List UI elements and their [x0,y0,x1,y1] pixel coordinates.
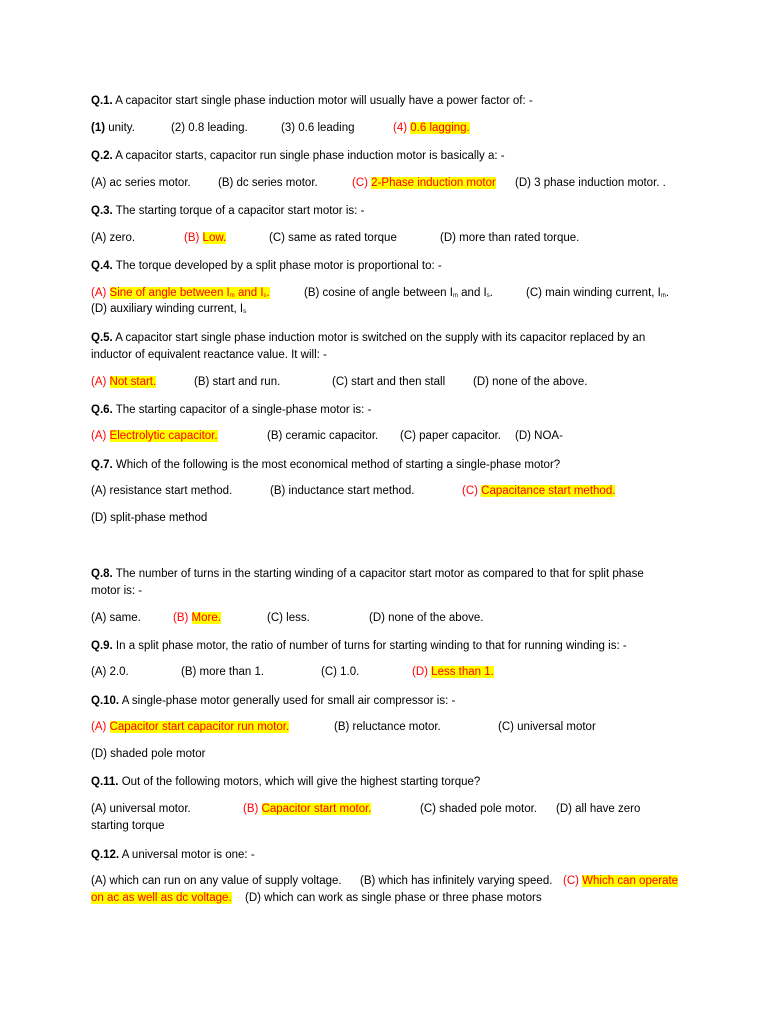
q7-option-a: (A) resistance start method. [91,485,233,497]
question-2: Q.2. A capacitor starts, capacitor run single phase induction motor is basically a: - [91,150,505,162]
q1-option-1: (1) unity. [91,122,135,134]
q6-option-c: (C) paper capacitor. [400,430,501,442]
q8-option-d: (D) none of the above. [369,612,484,624]
question-6: Q.6. The starting capacitor of a single-phase motor is: - [91,404,372,416]
q5-option-b: (B) start and run. [194,376,281,388]
question-5-line-2: inductor of equivalent reactance value. It will: - [91,349,327,361]
q11-option-c: (C) shaded pole motor. [420,803,537,815]
question-text: A capacitor start single phase induction motor will usually have a power factor of: - [112,95,533,107]
question-3: Q.3. The starting torque of a capacitor start motor is: - [91,205,365,217]
q5-option-c: (C) start and then stall [332,376,446,388]
q6-option-d: (D) NOA- [515,430,563,442]
q2-option-a: (A) ac series motor. [91,177,191,189]
q8-option-c: (C) less. [267,612,310,624]
q1-option-2: (2) 0.8 leading. [171,122,248,134]
q9-option-b: (B) more than 1. [181,666,265,678]
question-number: Q.1. [91,95,113,107]
question-8: Q.8. The number of turns in the starting winding of a capacitor start motor as compared to that for split phase [91,568,644,580]
q3-option-c: (C) same as rated torque [269,232,397,244]
question-9: Q.9. In a split phase motor, the ratio of number of turns for starting winding to that for running winding is: - [91,640,627,652]
q10-option-b: (B) reluctance motor. [334,721,441,733]
q11-option-d-line-2: starting torque [91,820,165,832]
question-7: Q.7. Which of the following is the most economical method of starting a single-phase motor? [91,459,561,471]
q1-option-4-answer: (4) 0.6 lagging. [393,122,470,134]
q3-option-b-answer: (B) Low. [184,232,227,244]
q12-option-a: (A) which can run on any value of supply voltage. [91,875,342,887]
q12-option-d: (D) which can work as single phase or three phase motors [245,892,542,904]
q2-option-b: (B) dc series motor. [218,177,318,189]
q12-option-c-line-2: on ac as well as dc voltage. [91,892,232,904]
q11-option-b-answer: (B) Capacitor start motor. [243,803,372,815]
q2-option-d: (D) 3 phase induction motor. . [515,177,666,189]
q4-option-d: (D) auxiliary winding current, $I_s$ [91,303,247,315]
q9-option-d-answer: (D) Less than 1. [412,666,494,678]
question-1 [91,94,533,108]
q7-option-d: (D) split-phase method [91,512,208,524]
q5-option-d: (D) none of the above. [473,376,588,388]
q9-option-c: (C) 1.0. [321,666,360,678]
q7-option-b: (B) inductance start method. [270,485,415,497]
q12-option-b: (B) which has infinitely varying speed. [360,875,553,887]
q12-option-c-answer: (C) Which can operate [563,875,679,887]
q6-option-a-answer: (A) Electrolytic capacitor. [91,430,218,442]
question-4: Q.4. The torque developed by a split phase motor is proportional to: - [91,260,442,272]
q10-option-c: (C) universal motor [498,721,596,733]
q7-option-c-answer: (C) Capacitance start method. [462,485,616,497]
q9-option-a: (A) 2.0. [91,666,129,678]
q5-option-a-answer: (A) Not start. [91,376,157,388]
q11-option-a: (A) universal motor. [91,803,191,815]
q2-option-c-answer: (C) 2-Phase induction motor [352,177,496,189]
q10-option-a-answer: (A) Capacitor start capacitor run motor. [91,721,290,733]
q11-option-d: (D) all have zero [556,803,641,815]
q6-option-b: (B) ceramic capacitor. [267,430,379,442]
q10-option-d: (D) shaded pole motor [91,748,206,760]
q4-option-b: (B) cosine of angle between $I_m$ and $I_s$. [304,287,493,299]
q3-option-a: (A) zero. [91,232,136,244]
q8-option-a: (A) same. [91,612,141,624]
question-12: Q.12. A universal motor is one: - [91,849,255,861]
q1-option-3: (3) 0.6 leading [281,122,355,134]
q4-option-c: (C) main winding current, $I_m$. [526,287,670,299]
q4-option-a-answer: (A) Sine of angle between $I_m$ and $I_s$. [91,287,270,299]
question-11: Q.11. Out of the following motors, which will give the highest starting torque? [91,776,481,788]
question-8-line-2: motor is: - [91,585,143,597]
question-10: Q.10. A single-phase motor generally used for small air compressor is: - [91,695,456,707]
q8-option-b-answer: (B) More. [173,612,221,624]
question-5: Q.5. A capacitor start single phase induction motor is switched on the supply with its capacitor replaced by an [91,332,646,344]
q3-option-d: (D) more than rated torque. [440,232,580,244]
